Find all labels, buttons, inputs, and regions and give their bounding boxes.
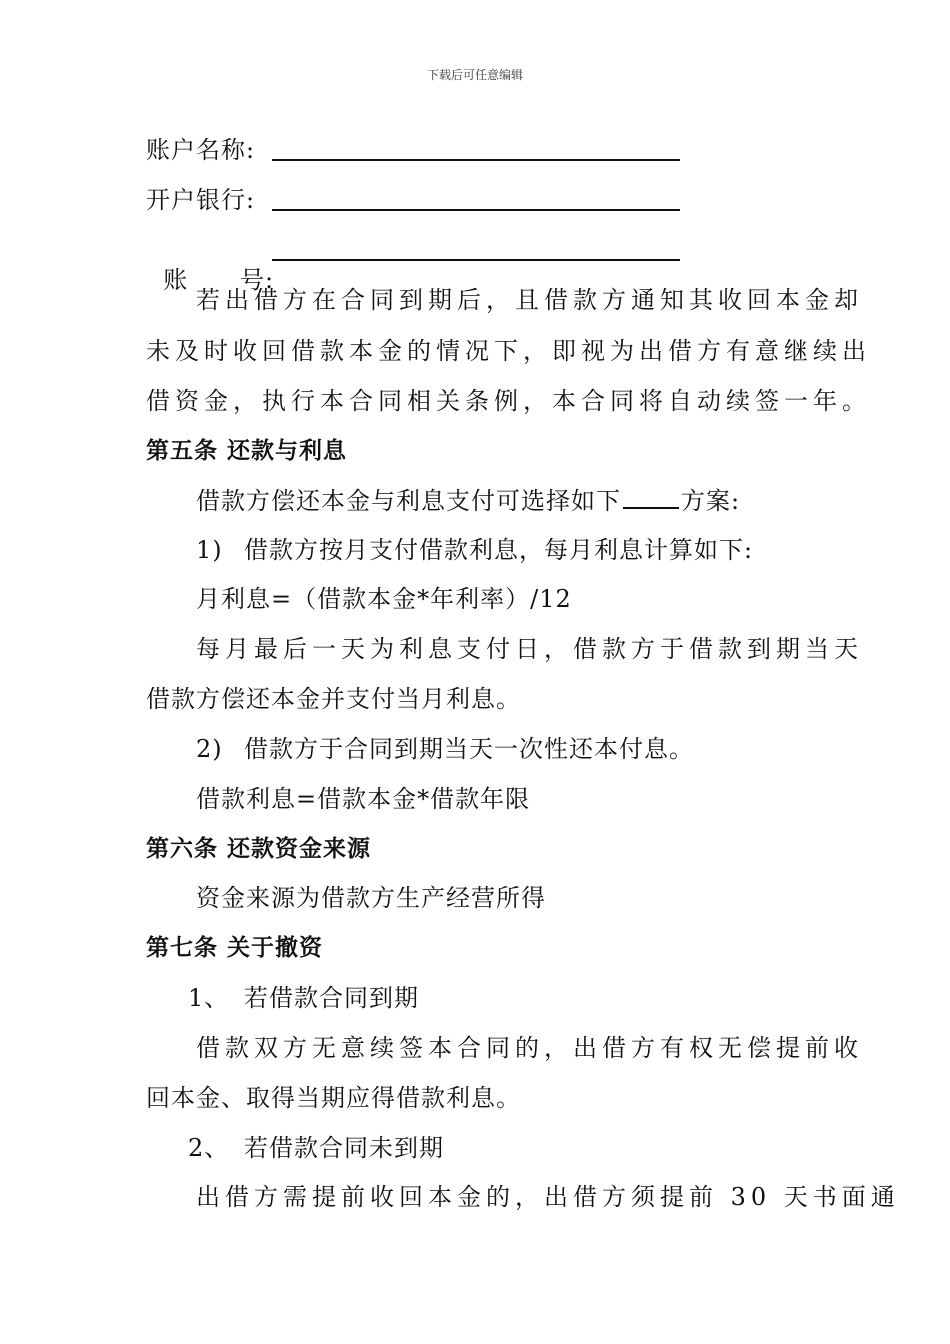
renewal-paragraph-line: 借资金，执行本合同相关条例，本合同将自动续签一年。 xyxy=(146,387,871,415)
monthly-interest-formula: 月利息=（借款本金*年利率）/12 xyxy=(196,585,572,613)
article-5-intro xyxy=(196,485,740,516)
scheme-choice-blank[interactable] xyxy=(623,485,679,509)
bank-name-blank[interactable] xyxy=(272,209,680,211)
article-6-title: 第六条 还款资金来源 xyxy=(146,836,372,862)
bank-name-row xyxy=(146,185,266,215)
option-1-number: 1) xyxy=(196,536,223,564)
option-1-text: 借款方按月支付借款利息，每月利息计算如下: xyxy=(244,536,754,564)
monthly-payment-line: 每月最后一天为利息支付日，借款方于借款到期当天 xyxy=(196,635,863,663)
item-2 xyxy=(188,1133,444,1163)
option-2 xyxy=(196,734,694,764)
article-6-text: 资金来源为借款方生产经营所得 xyxy=(196,884,546,912)
option-2-text: 借款方于合同到期当天一次性还本付息。 xyxy=(244,735,694,763)
renewal-paragraph-line: 未及时收回借款本金的情况下，即视为出借方有意继续出 xyxy=(146,337,871,365)
item-1-paragraph-line: 回本金、取得当期应得借款利息。 xyxy=(146,1084,521,1112)
account-number-blank[interactable] xyxy=(272,259,680,261)
renewal-paragraph-line: 若出借方在合同到期后，且借款方通知其收回本金却 xyxy=(196,286,863,314)
monthly-payment-line: 借款方偿还本金并支付当月利息。 xyxy=(146,685,521,713)
item-1-paragraph-line: 借款双方无意续签本合同的，出借方有权无偿提前收 xyxy=(196,1034,863,1062)
item-2-paragraph-line: 出借方需提前收回本金的，出借方须提前 30 天书面通 xyxy=(196,1183,900,1211)
article-5-intro-suffix: 方案: xyxy=(681,487,741,515)
item-2-text: 若借款合同未到期 xyxy=(244,1134,444,1162)
item-2-number: 2、 xyxy=(188,1134,230,1162)
item-1-text: 若借款合同到期 xyxy=(244,984,419,1012)
option-1 xyxy=(196,535,753,565)
bank-name-label: 开户银行: xyxy=(146,186,256,214)
article-5-title: 第五条 还款与利息 xyxy=(146,438,348,464)
option-2-number: 2) xyxy=(196,735,223,763)
header-note: 下载后可任意编辑 xyxy=(426,68,523,82)
item-1-number: 1、 xyxy=(188,984,230,1012)
article-5-intro-text: 借款方偿还本金与利息支付可选择如下 xyxy=(196,487,621,515)
item-1 xyxy=(188,983,419,1013)
account-name-blank[interactable] xyxy=(272,159,680,161)
account-number-label: 账 号: xyxy=(163,266,275,294)
account-name-label: 账户名称: xyxy=(146,136,256,164)
article-7-title: 第七条 关于撤资 xyxy=(146,935,324,961)
total-interest-formula: 借款利息=借款本金*借款年限 xyxy=(196,785,531,813)
account-name-row xyxy=(146,135,266,165)
